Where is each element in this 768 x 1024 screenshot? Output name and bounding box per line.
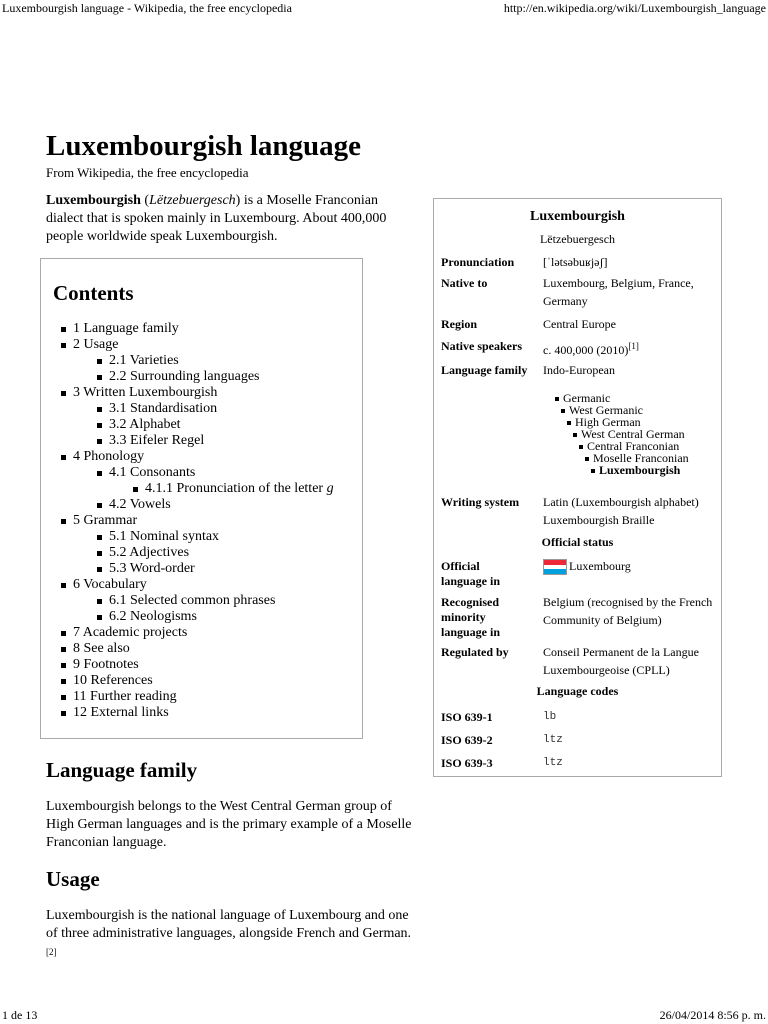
infobox-value[interactable]: ltz: [543, 757, 563, 769]
toc-item-label[interactable]: 8 See also: [73, 641, 130, 656]
toc-sublist: [73, 353, 334, 385]
infobox-value: Central Europe: [543, 317, 616, 331]
toc-item-label[interactable]: 3.3 Eifeler Regel: [109, 433, 205, 448]
infobox-label: Native to: [441, 276, 488, 290]
toc-item-label[interactable]: 5.2 Adjectives: [109, 545, 190, 560]
toc-item[interactable]: [109, 545, 334, 561]
toc-item-label[interactable]: 5 Grammar: [73, 513, 138, 528]
toc-item[interactable]: [109, 433, 334, 449]
infobox-value: Luxembourg, Belgium, France, Germany: [543, 276, 694, 308]
family-tree-item[interactable]: Germanic: [563, 392, 689, 404]
toc-item[interactable]: [109, 353, 334, 369]
print-footer-page-count: 1 de 13: [2, 1008, 38, 1022]
toc-item[interactable]: [73, 689, 334, 705]
toc-item[interactable]: [73, 449, 334, 513]
intro-paragraph: [46, 192, 416, 246]
table-of-contents: [40, 258, 363, 739]
infobox-value: Conseil Permanent de la Langue Luxembourgeoise (CPLL): [543, 645, 699, 677]
section-heading-usage: Usage: [46, 867, 100, 891]
print-header-title: Luxembourgish language - Wikipedia, the free encyclopedia: [2, 1, 292, 15]
infobox-label: Recognised minority language in: [441, 595, 501, 639]
toc-item-label[interactable]: 1 Language family: [73, 321, 179, 336]
toc-item[interactable]: [73, 625, 334, 641]
infobox-label: ISO 639-1: [441, 710, 493, 724]
toc-sublist: [73, 529, 334, 577]
toc-item-italic[interactable]: g: [326, 481, 334, 496]
toc-item[interactable]: [109, 369, 334, 385]
infobox-label: Native speakers: [441, 339, 522, 353]
toc-item-label[interactable]: 9 Footnotes: [73, 657, 139, 672]
infobox-native-name: Lëtzebuergesch: [539, 232, 616, 246]
toc-item-label[interactable]: 4.1 Consonants: [109, 465, 196, 480]
usage-ref-link[interactable]: [2]: [46, 947, 57, 957]
family-tree-item[interactable]: West Central German: [581, 428, 689, 440]
toc-item[interactable]: [109, 593, 334, 609]
infobox-title: Luxembourgish: [530, 209, 625, 224]
flag-stripe-blue: [544, 569, 566, 574]
toc-list: [73, 321, 334, 721]
toc-sublist: [109, 481, 334, 497]
family-tree-item[interactable]: Central Franconian: [587, 440, 689, 452]
toc-item-label[interactable]: 6.2 Neologisms: [109, 609, 197, 624]
speakers-ref-link[interactable]: [1]: [628, 341, 639, 351]
intro-native-name: Lëtzebuergesch: [149, 193, 236, 208]
infobox-value: [ˈlətsəbuʁjəʃ]: [543, 255, 608, 269]
family-tree-item[interactable]: West Germanic: [569, 404, 689, 416]
family-tree-item[interactable]: High German: [575, 416, 689, 428]
toc-item-label[interactable]: 2.2 Surrounding languages: [109, 369, 260, 384]
usage-text: Luxembourgish is the national language of Luxembourg and one of three administrative languages, alongside French and German.: [46, 908, 412, 941]
page-subtitle: From Wikipedia, the free encyclopedia: [46, 165, 249, 180]
infobox-label: Pronunciation: [441, 255, 515, 269]
toc-item[interactable]: [73, 337, 334, 385]
infobox-label: ISO 639-3: [441, 756, 493, 770]
toc-item[interactable]: [145, 481, 334, 497]
toc-item[interactable]: [73, 673, 334, 689]
toc-sublist: [73, 465, 334, 513]
toc-item[interactable]: [73, 385, 334, 449]
infobox-value: [543, 337, 719, 359]
toc-item[interactable]: [73, 657, 334, 673]
toc-item-label[interactable]: 5.3 Word-order: [109, 561, 195, 576]
toc-item-label[interactable]: 5.1 Nominal syntax: [109, 529, 220, 544]
infobox-section-official-status: Official status: [541, 535, 614, 549]
toc-item-label[interactable]: 3.1 Standardisation: [109, 401, 218, 416]
page-title: Luxembourgish language: [46, 130, 362, 162]
toc-sublist: [73, 401, 334, 449]
toc-item-label[interactable]: 4.2 Vowels: [109, 497, 171, 512]
print-header-url: http://en.wikipedia.org/wiki/Luxembourgish_language: [503, 1, 766, 15]
family-tree-item[interactable]: Luxembourgish: [599, 464, 689, 476]
intro-bold-term: Luxembourgish: [46, 193, 141, 208]
toc-item-label[interactable]: 4 Phonology: [73, 449, 145, 464]
toc-item[interactable]: [73, 705, 334, 721]
toc-item-label[interactable]: 4.1.1 Pronunciation of the letter: [145, 481, 327, 496]
toc-item[interactable]: [73, 577, 334, 625]
toc-item-label[interactable]: 2.1 Varieties: [109, 353, 179, 368]
toc-item[interactable]: [109, 529, 334, 545]
toc-item-label[interactable]: 10 References: [73, 673, 153, 688]
toc-title: Contents: [53, 281, 134, 305]
infobox-label: Writing system: [441, 495, 520, 509]
writing-value-latin: Latin (Luxembourgish alphabet): [543, 495, 699, 509]
toc-item[interactable]: [73, 321, 334, 337]
infobox-value: Indo-European: [543, 363, 615, 377]
family-tree-item[interactable]: Moselle Franconian: [593, 451, 689, 465]
infobox-value: Luxembourg: [569, 559, 631, 573]
toc-item[interactable]: [109, 417, 334, 433]
section-heading-language-family: Language family: [46, 758, 198, 782]
writing-value-braille: Luxembourgish Braille: [543, 513, 655, 527]
infobox-label: Regulated by: [441, 645, 509, 659]
toc-item[interactable]: [73, 513, 334, 577]
speakers-count: c. 400,000 (2010): [543, 343, 629, 357]
toc-item[interactable]: [109, 465, 334, 497]
toc-item-label[interactable]: 6.1 Selected common phrases: [109, 593, 276, 608]
infobox-value: [543, 493, 719, 529]
toc-item-label[interactable]: 2 Usage: [73, 337, 119, 352]
print-footer-datetime: 26/04/2014 8:56 p. m.: [659, 1008, 766, 1022]
toc-item[interactable]: [109, 401, 334, 417]
infobox-value[interactable]: lb: [543, 711, 557, 723]
toc-item-label[interactable]: 3.2 Alphabet: [109, 417, 181, 432]
intro-text: ) is a Moselle Franconian dialect that is spoken mainly in Luxembourg. About 400,000 people worldwide speak Luxembourgish.: [46, 193, 387, 244]
toc-item-label[interactable]: 3 Written Luxembourgish: [73, 385, 218, 400]
infobox-value[interactable]: ltz: [543, 734, 563, 746]
toc-item[interactable]: [109, 609, 334, 625]
infobox-label: Language family: [441, 363, 528, 377]
toc-sublist: [73, 593, 334, 625]
toc-item[interactable]: [73, 641, 334, 657]
luxembourg-flag-icon: [543, 559, 567, 575]
infobox-family-tree: [441, 392, 717, 482]
toc-item-label[interactable]: 7 Academic projects: [73, 625, 188, 640]
toc-item-label[interactable]: 6 Vocabulary: [73, 577, 147, 592]
toc-item-label[interactable]: 12 External links: [73, 705, 169, 720]
language-infobox: [433, 198, 722, 777]
infobox-label: Official language in: [441, 559, 501, 588]
section-text-language-family: Luxembourgish belongs to the West Central German group of High German languages and is the primary example of a Moselle Franconian language.: [46, 799, 412, 850]
intro-open-paren: (: [140, 193, 150, 208]
infobox-value: Belgium (recognised by the French Community of Belgium): [543, 595, 713, 627]
section-text-usage: [46, 907, 416, 967]
toc-item-label[interactable]: 11 Further reading: [73, 689, 177, 704]
toc-item[interactable]: [109, 497, 334, 513]
infobox-section-codes: Language codes: [536, 684, 619, 698]
infobox-label: ISO 639-2: [441, 733, 493, 747]
infobox-label: Region: [441, 317, 477, 331]
family-tree-list: [563, 392, 689, 476]
toc-item[interactable]: [109, 561, 334, 577]
